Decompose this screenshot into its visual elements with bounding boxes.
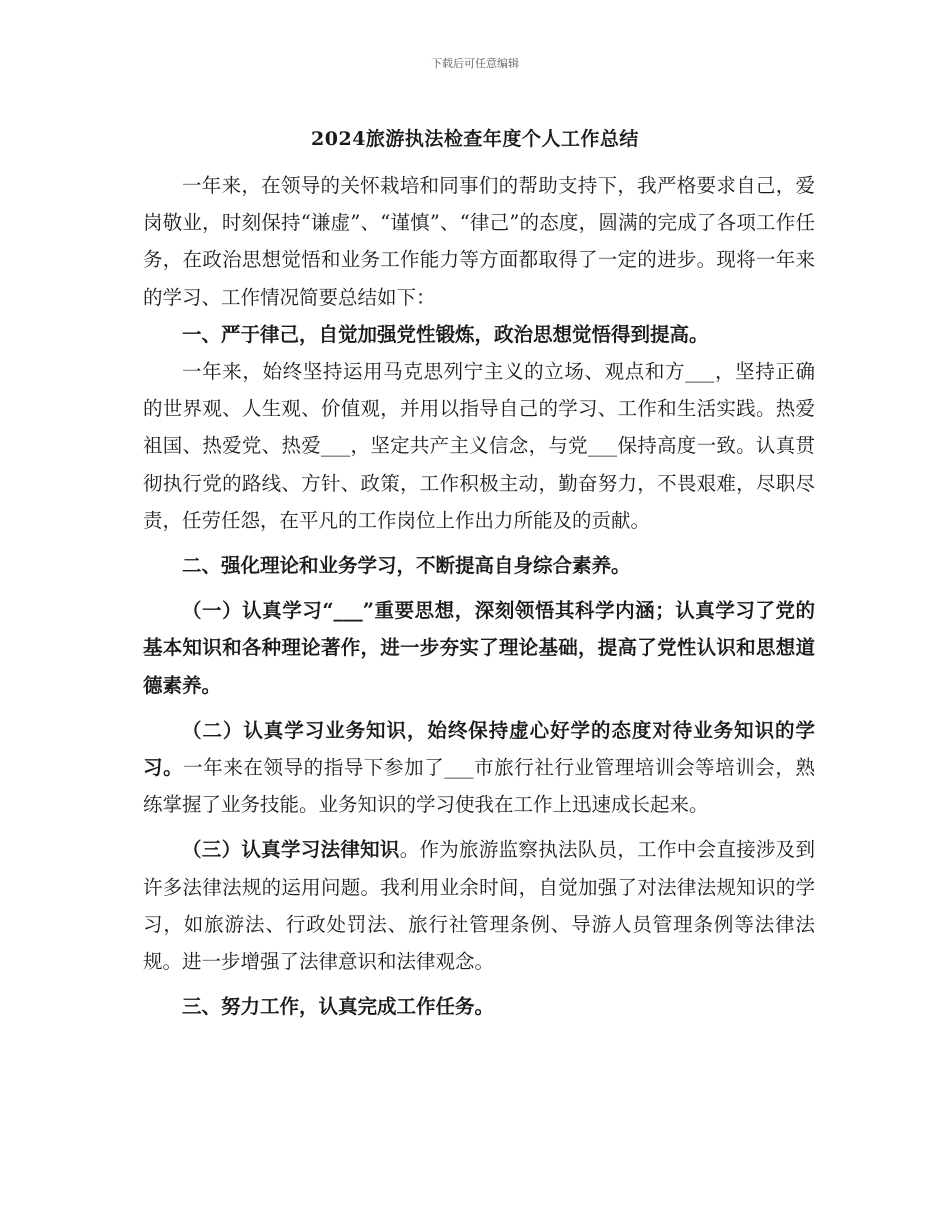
intro-paragraph: 一年来，在领导的关怀栽培和同事们的帮助支持下，我严格要求自己，爱岗敬业，时刻保持“谦虚”、“谨慎”、“律己”的态度，圆满的完成了各项工作任务，在政治思想觉悟和业务工作能力等方面都取得了一定的进步。现将一年来的学习、工作情况简要总结如下：: [143, 174, 815, 309]
section-2-item-2-lead: （二）认真学习业务知识，始终保持虚心好学的态度对待业务知识的学习。: [143, 718, 815, 780]
section-2-item-3-text: 。作为旅游监察执法队员，工作中会直接涉及到许多法律法规的运用问题。我利用业余时间，自觉加强了对法律法规知识的学习，如旅游法、行政处罚法、旅行社管理条例、导游人员管理条例等法律法规。进一步增强了法律意识和法律观念。: [143, 838, 815, 974]
document-title: 2024旅游执法检查年度个人工作总结: [311, 128, 639, 150]
section-2-item-1: （一）认真学习“___”重要思想，深刻领悟其科学内涵；认真学习了党的基本知识和各种理论著作，进一步夯实了理论基础，提高了党性认识和思想道德素养。: [143, 599, 815, 697]
header-note: 下载后可任意编辑: [431, 57, 519, 70]
section-1-paragraph: 一年来，始终坚持运用马克思列宁主义的立场、观点和方___，坚持正确的世界观、人生观、价值观，并用以指导自己的学习、工作和生活实践。热爱祖国、热爱党、热爱___，坚定共产主义信念，与党___保持高度一致。认真贯彻执行党的路线、方针、政策，工作积极主动，勤奋努力，不畏艰难，尽职尽责，任劳任怨，在平凡的工作岗位上作出力所能及的贡献。: [143, 360, 815, 532]
section-2-item-3-lead: （三）认真学习法律知识: [182, 838, 400, 862]
document-body: [143, 167, 815, 1025]
section-3-heading: 三、努力工作，认真完成工作任务。: [182, 995, 495, 1019]
section-2-item-2-text: 一年来在领导的指导下参加了___市旅行社行业管理培训会等培训会，熟练掌握了业务技能。业务知识的学习使我在工作上迅速成长起来。: [143, 756, 815, 817]
section-1-heading: 一、严于律己，自觉加强党性锻炼，政治思想觉悟得到提高。: [182, 322, 709, 346]
section-2-item-2: [143, 712, 815, 824]
section-2-item-3: [143, 831, 815, 980]
section-2-heading: 二、强化理论和业务学习，不断提高自身综合素养。: [182, 554, 631, 578]
